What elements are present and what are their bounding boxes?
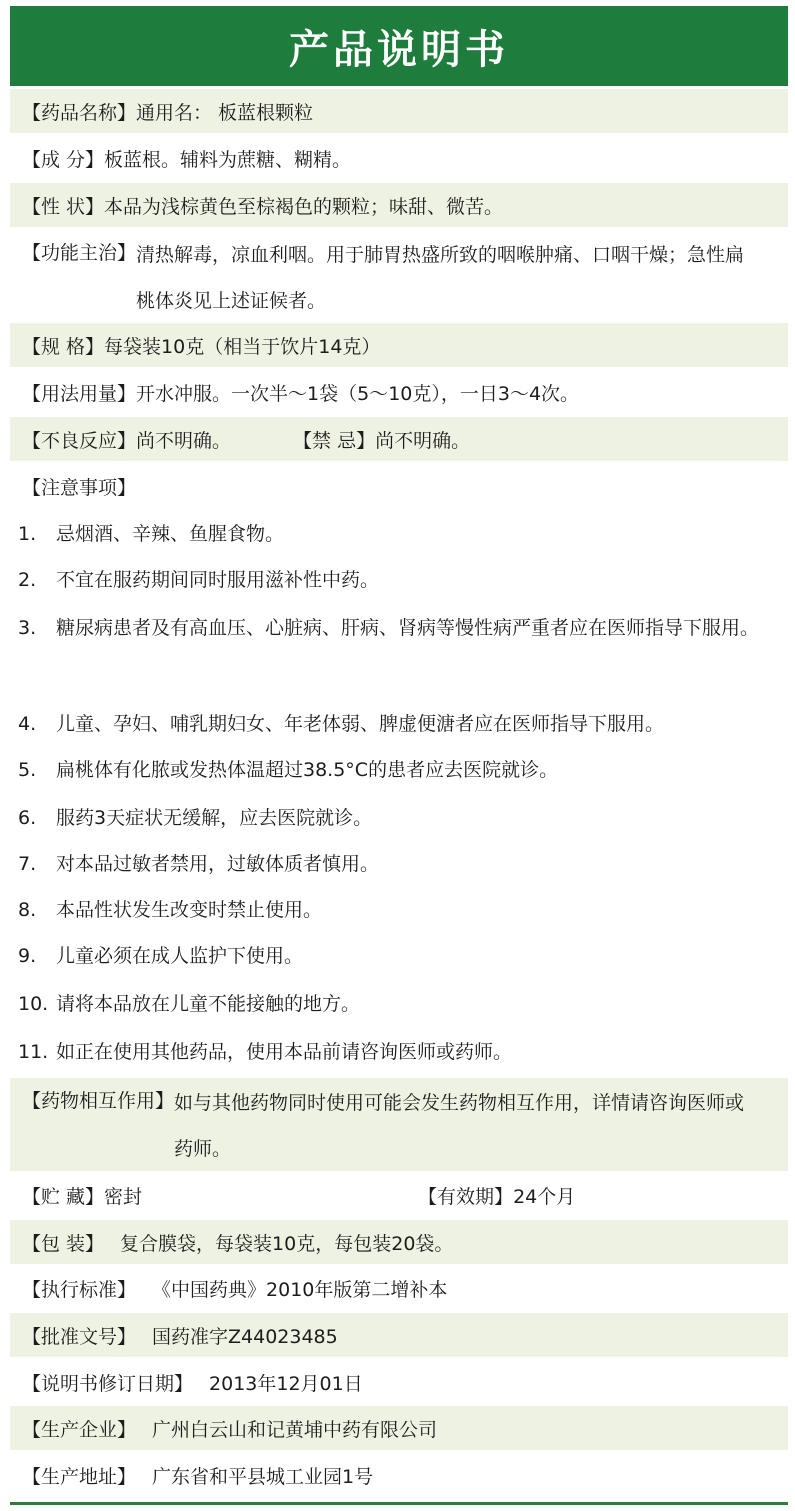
- bottom-divider: [10, 1502, 788, 1505]
- title-banner: [10, 6, 788, 86]
- field-label: 【用法用量】: [22, 382, 137, 405]
- list-item: [18, 746, 778, 794]
- item-text: 对本品过敏者禁用，过敏体质者慎用。: [56, 853, 380, 875]
- field-label: 【批准文号】: [22, 1325, 137, 1348]
- row-approval-number: [10, 1313, 788, 1357]
- list-item: [18, 980, 778, 1028]
- field-label: 【药品名称】: [22, 101, 137, 124]
- item-number: 2.: [18, 569, 37, 591]
- row-description: [10, 183, 788, 227]
- row-ingredients: [10, 136, 788, 180]
- field-label: 【说明书修订日期】: [22, 1372, 194, 1395]
- field-label: 【功能主治】: [22, 242, 137, 264]
- field-value: 国药准字Z44023485: [152, 1325, 338, 1348]
- list-item: [18, 510, 778, 558]
- item-text: 如正在使用其他药品，使用本品前请咨询医师或药师。: [56, 1041, 513, 1063]
- field-value: 板蓝根。辅料为蔗糖、糊精。: [104, 148, 352, 171]
- item-number: 3.: [18, 617, 37, 639]
- item-text: 不宜在服药期间同时服用滋补性中药。: [56, 569, 380, 591]
- list-item: [18, 1028, 778, 1076]
- field-label: 【成 分】: [22, 148, 105, 171]
- item-number: 8.: [18, 899, 37, 921]
- list-item: [18, 840, 778, 888]
- field-value: 广东省和平县城工业园1号: [152, 1465, 374, 1488]
- item-text: 本品性状发生改变时禁止使用。: [56, 899, 323, 921]
- field-value: 尚不明确。: [375, 429, 471, 452]
- field-value: 2013年12月01日: [209, 1372, 363, 1395]
- field-label: 【药物相互作用】: [22, 1090, 175, 1112]
- section-heading: 【注意事项】: [22, 476, 137, 499]
- field-value: 尚不明确。: [136, 429, 232, 452]
- field-value: 复合膜袋，每袋装10克，每包装20袋。: [120, 1232, 454, 1255]
- list-item: [18, 556, 778, 604]
- field-label: 【包 装】: [22, 1232, 105, 1255]
- field-label: 【贮 藏】: [22, 1185, 105, 1208]
- list-item: [18, 932, 778, 980]
- field-value: 《中国药典》2010年版第二增补本: [152, 1278, 448, 1301]
- row-adverse-contraindications: [10, 417, 788, 461]
- item-number: 7.: [18, 853, 37, 875]
- field-value: 清热解毒，凉血利咽。用于肺胃热盛所致的咽喉肿痛、口咽干燥；急性扁桃体炎见上述证候者。: [136, 244, 745, 312]
- item-text: 忌烟酒、辛辣、鱼腥食物。: [56, 523, 285, 545]
- field-label: 【有效期】: [418, 1185, 514, 1208]
- row-drug-name: [10, 89, 788, 133]
- field-label: 【不良反应】: [22, 429, 137, 452]
- row-drug-interaction: [10, 1078, 788, 1171]
- field-label: 【规 格】: [22, 335, 105, 358]
- row-usage: [10, 370, 788, 414]
- item-text: 糖尿病患者及有高血压、心脏病、肝病、肾病等慢性病严重者应在医师指导下服用。: [56, 617, 760, 639]
- item-number: 1.: [18, 523, 37, 545]
- row-precautions-heading: [10, 464, 788, 508]
- field-value: 本品为浅棕黄色至棕褐色的颗粒；味甜、微苦。: [104, 195, 504, 218]
- page-title: 产品说明书: [289, 26, 509, 73]
- item-text: 请将本品放在儿童不能接触的地方。: [56, 993, 361, 1015]
- field-label: 【生产地址】: [22, 1465, 137, 1488]
- item-number: 6.: [18, 807, 37, 829]
- field-value: 通用名： 板蓝根颗粒: [136, 101, 314, 124]
- list-item: [18, 700, 778, 748]
- item-number: 4.: [18, 713, 37, 735]
- field-value: 每袋装10克（相当于饮片14克）: [104, 335, 381, 358]
- row-manufacturer: [10, 1406, 788, 1450]
- field-label: 【执行标准】: [22, 1278, 137, 1301]
- item-number: 9.: [18, 945, 37, 967]
- row-indications: [10, 230, 788, 323]
- item-text: 服药3天症状无缓解，应去医院就诊。: [56, 807, 373, 829]
- field-value: 密封: [104, 1185, 143, 1208]
- field-value: 如与其他药物同时使用可能会发生药物相互作用，详情请咨询医师或药师。: [174, 1092, 745, 1160]
- row-storage-validity: [10, 1173, 788, 1217]
- field-value: 开水冲服。一次半～1袋（5～10克），一日3～4次。: [136, 382, 580, 405]
- item-text: 扁桃体有化脓或发热体温超过38.5°C的患者应去医院就诊。: [56, 759, 559, 781]
- field-value: 广州白云山和记黄埔中药有限公司: [152, 1418, 438, 1441]
- list-item: [18, 794, 778, 842]
- item-number: 11.: [18, 1041, 49, 1063]
- item-text: 儿童、孕妇、哺乳期妇女、年老体弱、脾虚便溏者应在医师指导下服用。: [56, 713, 665, 735]
- list-item: [18, 604, 778, 652]
- item-number: 5.: [18, 759, 37, 781]
- field-label: 【禁 忌】: [293, 429, 376, 452]
- row-standard: [10, 1266, 788, 1310]
- row-package: [10, 1220, 788, 1264]
- field-label: 【生产企业】: [22, 1418, 137, 1441]
- field-value: 24个月: [513, 1185, 576, 1208]
- row-specification: [10, 323, 788, 367]
- item-number: 10.: [18, 993, 49, 1015]
- item-text: 儿童必须在成人监护下使用。: [56, 945, 304, 967]
- row-address: [10, 1453, 788, 1497]
- row-revision-date: [10, 1360, 788, 1404]
- field-label: 【性 状】: [22, 195, 105, 218]
- list-item: [18, 886, 778, 934]
